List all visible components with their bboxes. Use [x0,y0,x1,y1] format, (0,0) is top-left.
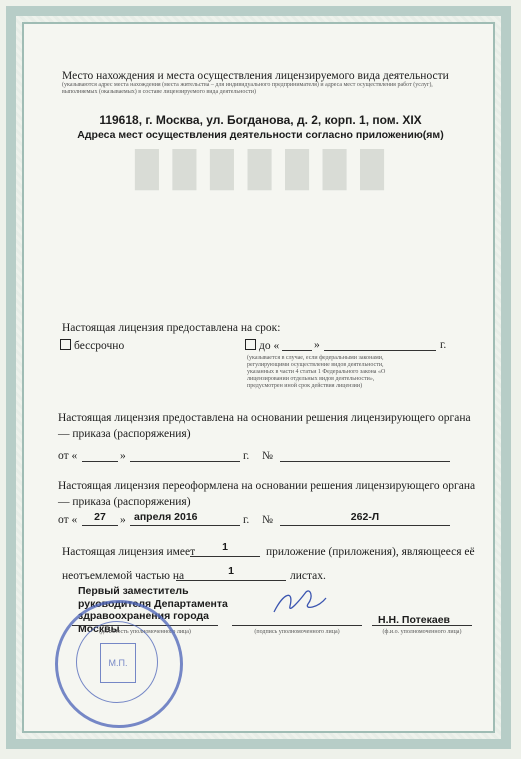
reissue-number: 262-Л [350,511,380,523]
address: 119618, г. Москва, ул. Богданова, д. 2, корп. 1, пом. XIX [99,113,422,127]
grant-date-prefix: от « [58,450,78,462]
integral-prefix: неотъемлемой частью на [62,570,185,582]
grant-month-line [130,461,240,462]
grant-quote: » [120,450,126,462]
signer-position: Первый заместитель руководителя Департамента здравоохранения города Москвы [78,585,228,635]
grant-number-sign: № [262,450,273,462]
appendix-suffix: приложение (приложения), являющееся её [266,546,475,558]
until-quote: » [314,339,320,351]
sheets-suffix: листах. [290,570,326,582]
term-label: Настоящая лицензия предоставлена на срок: [62,322,281,334]
signer-name: Н.Н. Потекаев [378,614,450,626]
appendix-count-line [190,556,260,557]
signature-line [232,625,362,626]
reissue-basis-label: Настоящая лицензия переоформлена на основании решения лицензирующего органа — приказа (распоряжения) [58,480,476,508]
signature-note: (подпись уполномоченного лица) [254,629,340,635]
reissue-date-prefix: от « [58,514,78,526]
appendix-count: 1 [222,541,228,553]
reissue-day: 27 [94,511,106,523]
term-note: (указывается в случае, если федеральными законами, регулирующими осуществление видов деятельности, указанных в части 4 статьи 1 Федерального закона «О лицензировании отдельных видов деятельности», предусмотрен иной срок действия лицензии) [247,355,386,389]
location-note: (указываются адрес места нахождения (места жительства – для индивидуального предпринимателя) и адреса мест осуществления работ (услуг), выполняемых (оказываемых) в составе лицензируемого вида деятельности) [62,82,433,95]
until-year: г. [440,339,447,351]
indefinite-option [60,339,124,352]
appendix-prefix: Настоящая лицензия имеет [62,546,196,558]
grant-basis-label: Настоящая лицензия предоставлена на основании решения лицензирующего органа — приказа (распоряжения) [58,412,471,440]
reissue-quote: » [120,514,126,526]
position-note: (должность уполномоченного лица) [99,629,191,635]
addresses-note: Адреса мест осуществления деятельности согласно приложению(ям) [77,129,444,141]
grant-year: г. [243,450,250,462]
reissue-month-line [130,525,240,526]
location-header: Место нахождения и места осуществления лицензируемого вида деятельности [62,70,449,82]
seal-center-text: М.П. [100,643,136,683]
grant-day-line [82,461,118,462]
name-line [372,625,472,626]
name-note: (ф.и.о. уполномоченного лица) [382,629,462,635]
indefinite-label: бессрочно [74,340,125,352]
until-month-line [324,350,436,351]
until-option [245,339,279,352]
until-checkbox [245,339,256,350]
reissue-month-year: апреля 2016 [134,511,198,523]
background-watermark: █ █ █ █ █ █ █ [134,150,387,188]
official-seal [55,600,183,728]
sheets-count-line [176,580,286,581]
indefinite-checkbox [60,339,71,350]
grant-number-line [280,461,450,462]
until-day-line [282,350,312,351]
reissue-year: г. [243,514,250,526]
until-label: до « [259,340,280,352]
reissue-day-line [82,525,118,526]
reissue-number-sign: № [262,514,273,526]
handwritten-signature [270,582,330,624]
sheets-count: 1 [228,565,234,577]
reissue-number-line [280,525,450,526]
